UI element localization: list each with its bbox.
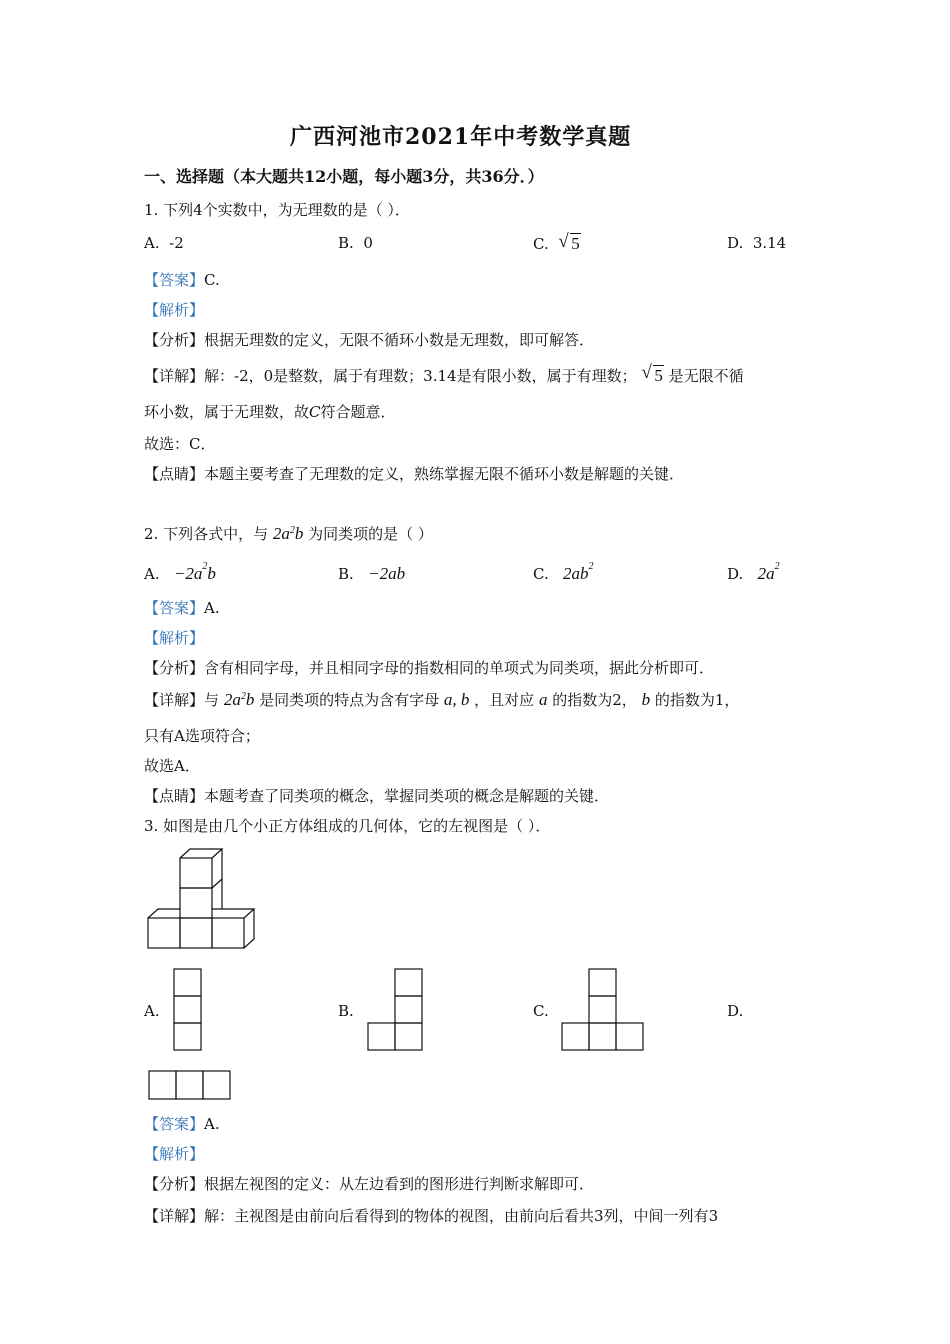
q2-answer: 【答案】A. — [144, 599, 220, 617]
page-title: 广西河池市2021年中考数学真题 — [290, 124, 632, 150]
q3-option-a-label: A. — [144, 1002, 160, 1020]
q3-option-b-label: B. — [338, 1002, 354, 1020]
q1-stem: 1. 下列4个实数中，为无理数的是（ ）． — [144, 201, 410, 219]
sqrt-symbol: √ 5 — [641, 366, 664, 386]
q3-fenxi: 【分析】根据左视图的定义：从左边看到的图形进行判断求解即可． — [144, 1175, 595, 1193]
sqrt-symbol: √ 5 — [558, 234, 581, 254]
q2-stem: 2. 下列各式中，与 $2a^2b$ 为同类项的是（ ） — [144, 524, 433, 543]
q2-dianjing: 【点睛】本题考查了同类项的概念，掌握同类项的概念是解题的关键． — [144, 787, 610, 805]
q3-answer: 【答案】A. — [144, 1115, 220, 1133]
q2-option-a: A. $-2a^2b$ — [144, 561, 216, 583]
q3-option-d-figure — [148, 1070, 234, 1102]
q1-detail-line1: 【详解】解：-2，0是整数，属于有理数；3.14是有限小数，属于有理数； √ 5 是无限不循 — [144, 366, 744, 386]
q1-dianjing: 【点睛】本题主要考查了无理数的定义，熟练掌握无限不循环小数是解题的关键． — [144, 465, 685, 483]
expr-2a2b: $2a^2b$ — [272, 524, 304, 543]
section-heading: 一、选择题（本大题共12小题，每小题3分，共36分．） — [144, 167, 544, 186]
q3-stem: 3. 如图是由几个小正方体组成的几何体，它的左视图是（ ）． — [144, 817, 551, 835]
q1-fenxi: 【分析】根据无理数的定义，无限不循环小数是无理数，即可解答． — [144, 331, 595, 349]
q2-choose: 故选A． — [144, 757, 200, 775]
q1-choose: 故选：C． — [144, 435, 216, 453]
q1-option-c: C. √ 5 — [533, 234, 581, 254]
q3-option-a-figure — [173, 968, 203, 1052]
q3-option-b-figure — [367, 968, 425, 1052]
q1-option-d: D. 3.14 — [727, 234, 787, 252]
q3-analysis-label: 【解析】 — [144, 1145, 205, 1163]
q1-option-b: B. 0 — [338, 234, 373, 252]
q1-answer: 【答案】C. — [144, 271, 220, 289]
q2-option-c: C. $2ab^2$ — [533, 561, 594, 583]
q2-detail-line1: 【详解】与 $2a^2b$ 是同类项的特点为含有字母 a, b ，且对应 a 的指数为2， b 的指数为1， — [144, 690, 740, 709]
q3-option-c-label: C. — [533, 1002, 549, 1020]
q2-analysis-label: 【解析】 — [144, 629, 205, 647]
q1-option-a: A. -2 — [144, 234, 184, 252]
q1-analysis-label: 【解析】 — [144, 301, 205, 319]
q3-detail: 【详解】解：主视图是由前向后看得到的物体的视图，由前向后看共3列，中间一列有3 — [144, 1207, 719, 1225]
cube-solid-figure — [140, 846, 270, 956]
q3-option-c-figure — [561, 968, 647, 1052]
q2-option-b: B. −2ab — [338, 564, 406, 583]
q2-option-d: D. $2a^2$ — [727, 561, 780, 583]
q1-detail-line2: 环小数，属于无理数，故C符合题意． — [144, 403, 396, 421]
q3-option-d-label: D. — [727, 1002, 744, 1020]
q2-fenxi: 【分析】含有相同字母，并且相同字母的指数相同的单项式为同类项，据此分析即可． — [144, 659, 715, 677]
q2-detail-line2: 只有A选项符合； — [144, 727, 260, 745]
